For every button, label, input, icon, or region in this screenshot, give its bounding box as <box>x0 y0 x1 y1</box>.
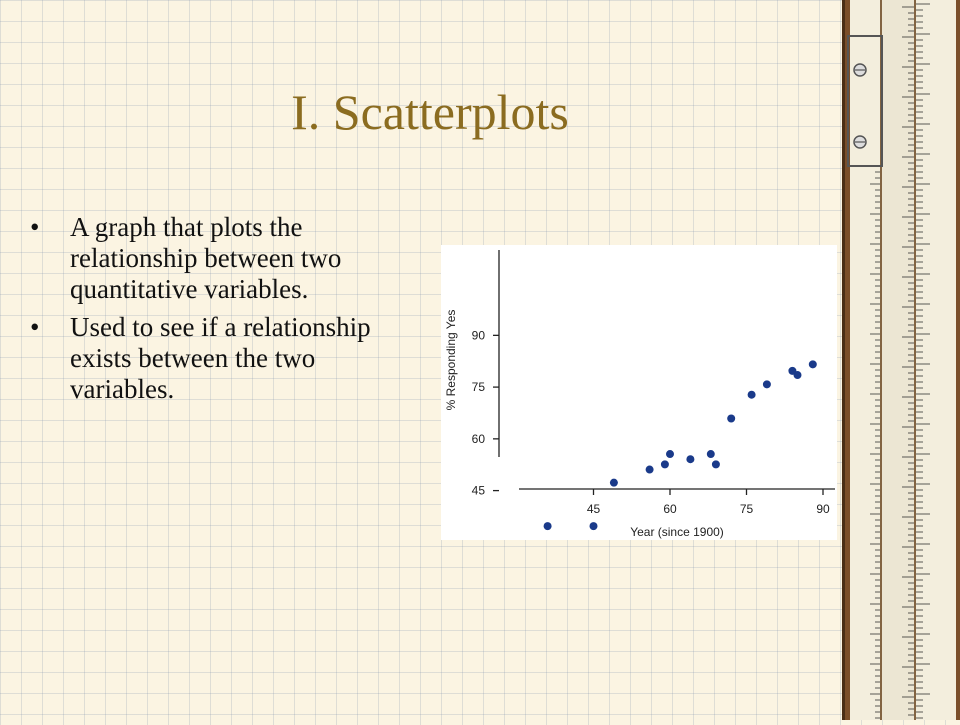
bullet-marker: • <box>30 212 40 242</box>
bullet-item <box>30 312 400 405</box>
x-axis-label: Year (since 1900) <box>630 525 724 539</box>
ruler-edge <box>842 0 845 720</box>
ruler-left-strip <box>850 0 880 720</box>
data-point <box>794 371 802 379</box>
data-point <box>590 522 598 530</box>
bullet-item <box>30 212 400 305</box>
data-point <box>666 450 674 458</box>
x-tick-label: 60 <box>663 502 677 516</box>
y-tick-label: 60 <box>471 431 485 446</box>
x-tick-label: 75 <box>739 502 754 516</box>
bullet-list <box>30 212 400 412</box>
data-point <box>727 414 735 422</box>
data-point <box>661 460 669 468</box>
x-tick-label: 45 <box>586 502 601 516</box>
data-point <box>686 455 694 463</box>
data-point <box>646 466 654 474</box>
bullet-marker: • <box>30 312 40 342</box>
y-tick-label: 45 <box>471 483 485 498</box>
bullet-text: A graph that plots the relationship between two quantitative variables. <box>70 212 342 304</box>
data-point <box>712 460 720 468</box>
data-point <box>707 450 715 458</box>
y-tick-label: 75 <box>471 380 485 395</box>
ruler-center-strip <box>882 0 914 720</box>
ruler-graphic <box>842 0 960 720</box>
data-point <box>748 391 756 399</box>
data-point <box>544 522 552 530</box>
y-axis-label: % Responding Yes <box>444 309 458 411</box>
ruler-decoration <box>842 0 960 720</box>
data-point <box>809 360 817 368</box>
ruler-right-strip <box>916 0 956 720</box>
data-point <box>763 380 771 388</box>
scatterplot-chart <box>441 245 837 540</box>
bullet-text: Used to see if a relationship exists between the two variables. <box>70 312 371 404</box>
data-point <box>610 479 618 487</box>
x-tick-label: 90 <box>816 502 830 516</box>
y-tick-label: 90 <box>471 328 485 343</box>
slide-title: I. Scatterplots <box>291 84 569 140</box>
scatterplot-panel <box>441 245 837 540</box>
